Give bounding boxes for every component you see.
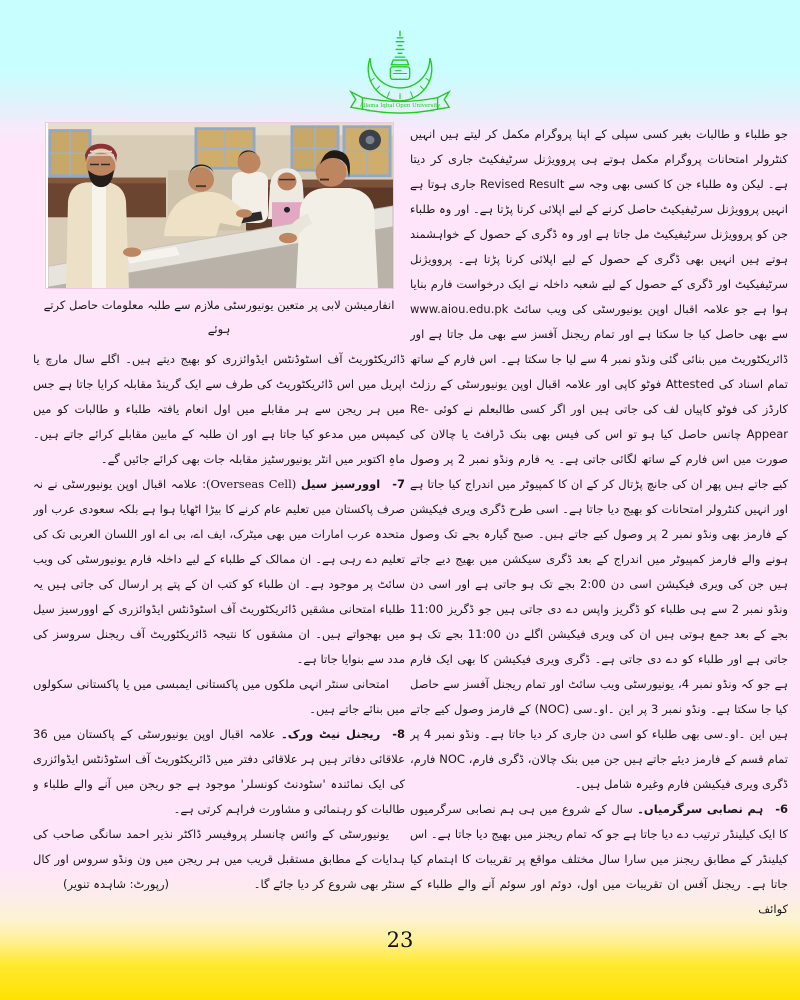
section-6-text: سال کے شروع میں ہی ہم نصابی سرگرمیوں کا ایک کیلینڈر ترتیب دے دیا جاتا ہے جو کہ تمام ریجنز میں بھیج دیا جاتا ہے۔ اس کیلینڈر کے مطابق ریجنز میں سارا سال مختلف مواقع پر تقریبات کا اہتمام کیا جاتا ہے۔ ریجنل آفس ان تقریبات میں اول، دوئم اور سوئم آنے والے طلباء کے کوائف <box>410 802 788 916</box>
aiou-logo <box>347 28 453 124</box>
photo-caption: انفارمیشن لابی پر متعین یونیورسٹی ملازم سے طلبہ معلومات حاصل کرتے ہوئے <box>43 298 395 336</box>
section-8 <box>33 722 405 822</box>
page-number: 23 <box>386 928 414 952</box>
paragraph-vice-chancellor <box>33 822 405 897</box>
paragraph-certificates: جو طلباء و طالبات بغیر کسی سپلی کے اپنا پروگرام مکمل کر لیتے ہیں انہیں کنٹرولر امتحانات پروگرام مکمل ہوتے ہی پروویژنل سرٹیفکیٹ جاری کر دیتا ہے۔ لیکن وہ طلباء جن کا کسی بھی وجہ سے Revised Result جاری ہوتا ہے انہیں پروویژنل سرٹیفیکیٹ حاصل کرنے کے لیے اپلائی کرنا پڑتا ہے۔ اور وہ طلباء جن کو پروویژنل سرٹیفیکیٹ مل جاتا ہے اور وہ ڈگری کے حصول کے خواہشمند ہوتے ہیں انہیں بھی ڈگری کے حصول کے لیے اپلائی کرنا پڑتا ہے۔ پروویژنل سرٹیفیکیٹ اور ڈگری کے حصول کے لیے شعبہ داخلہ نے ایک درخواست فارم بنایا ہوا ہے جو علامہ اقبال اوپن یونیورسٹی کی ویب سائٹ www.aiou.edu.pk سے بھی حاصل کیا جا سکتا ہے اور تمام ریجنل آفسز سے بھی مل جاتا ہے اور ڈائریکٹوریٹ میں بنائی گئی ونڈو نمبر 4 سے لیا جا سکتا ہے۔ اس فارم کے ساتھ تمام اسناد کی Attested فوٹو کاپی اور علامہ اقبال اوپن یونیورسٹی کے رزلٹ کارڈز کی فوٹو کاپیاں لف کی جاتی ہیں اور اگر کسی طالبعلم نے کوئی Re-Appear چانس حاصل کیا ہو تو اس کی فیس بھی بنک ڈرافٹ یا چالان کی صورت میں اس فارم کے ساتھ لگائی جاتی ہے۔ یہ فارم ونڈو نمبر 2 پر وصول کیے جاتے ہیں پھر ان کی جانچ پڑتال کر کے ان کا کمپیوٹر میں اندراج کیا جاتا ہے اور انہیں کنٹرولر امتحانات کو بھیج دیا جاتا ہے۔ اسی طرح ڈگری ویری فیکیشن کے فارمز بھی ونڈو نمبر 2 پر وصول کیے جاتے ہیں۔ صبح گیارہ بجے تک وصول ہونے والے فارمز کمپیوٹر میں اندراج کے بعد ڈگری سیکشن میں بھیج دیے جاتے ہیں جن کی ویری فیکیشن اسی دن 2:00 بجے تک ہو جاتی ہے اور اسی دن ونڈو نمبر 2 سے ہی طلباء کو ڈگریز واپس دے دی جاتی ہیں جو ڈگریز 11:00 بجے کے بعد جمع ہوتی ہیں ان کی ویری فیکیشن اگلے دن 11:00 بجے تک ہو جاتی ہے اور طلباء کو دے دی جاتی ہے۔ ڈگری ویری فیکیشن کا بھی ایک فارم ہے جو کہ ونڈو نمبر 4، یونیورسٹی ویب سائٹ اور تمام ریجنل آفسز سے حاصل کیا جا سکتا ہے۔ ونڈو نمبر 3 پر این ۔او۔سی (NOC) کے فارمز وصول کیے جاتے ہیں این ۔او۔سی بھی طلباء کو اسی دن جاری کر دیا جاتا ہے۔ ونڈو نمبر 4 پر تمام قسم کے فارمز دیئے جاتے ہیں جن میں بنک چالان، ڈگری فارم، NOC فارم، ڈگری ویری فیکیشن فارم وغیرہ شامل ہیں۔ <box>410 127 788 791</box>
paragraph-exam-centers: امتحانی سنٹر انہی ملکوں میں پاکستانی ایمبسی میں یا پاکستانی سکولوں میں بنائے جاتے ہیں۔ <box>33 677 405 716</box>
section-7 <box>33 472 405 672</box>
fan-icon <box>359 130 381 151</box>
aiou-logo-icon <box>347 28 453 120</box>
report-credit: (رپورٹ: شاہدہ تنویر) <box>63 877 170 891</box>
continuation-text: ڈائریکٹوریٹ آف اسٹوڈنٹس ایڈوائزری کو بھیج دیتے ہیں۔ اگلے سال مارچ یا اپریل میں اس ڈائریکٹوریٹ کی طرف سے ایک گرینڈ مقابلہ کرایا جاتا ہے جس میں ہر ریجن سے ہر مقابلے میں اول انعام یافتہ طلباء و طالبات کو میں کیمپس میں مدعو کیا جاتا ہے اور ان طلبہ کے مابین مقابلے کرائے جاتے ہیں۔ ماہِ اکتوبر میں انٹر یونیورسٹیز مقابلہ جات بھی کرائے جائیں گے۔ <box>33 352 405 466</box>
section-8-number: 8- <box>392 727 405 741</box>
section-6-number: 6- <box>775 802 788 816</box>
photo-information-lobby <box>45 122 394 289</box>
paragraph-continuation <box>33 347 405 472</box>
logo-banner-text: Allama Iqbal Open University <box>359 103 441 110</box>
vc-text: یونیورسٹی کے وائس چانسلر پروفیسر ڈاکٹر نذیر احمد سانگی صاحب کی ہدایات کے مطابق مستقبل قریب میں ہر ریجن میں ون ونڈو سروس اور کال سنٹر بھی شروع کر دیا جائے گا۔ <box>33 827 405 891</box>
section-7-text: علامہ اقبال اوپن یونیورسٹی نے نہ صرف پاکستان میں تعلیم عام کرنے کا بیڑا اٹھایا ہوا ہے بلکہ سعودی عرب اور متحدہ عرب امارات میں بھی میٹرک، ایف اے، بی اے اور اللسان العربی تک کی تعلیم دے رہی ہے۔ ان ممالک کے طلباء کے لیے داخلہ فارم یونیورسٹی کی ویب سائٹ پر موجود ہے۔ ان طلباء کو کتب ان کے پتے پر ارسال کی جاتی ہیں یہ طلباء امتحانی مشقیں ڈائریکٹوریٹ آف اسٹوڈنٹس ایڈوائزری کے اوورسیز سیل میں بھجواتے ہیں۔ ان مشقوں کا نتیجہ ڈائریکٹوریٹ آف ریجنل سروسز کی مدد سے بنوایا جاتا ہے۔ <box>33 477 405 666</box>
section-7-heading: اوورسیز سیل <box>300 477 381 491</box>
left-column <box>33 122 405 922</box>
section-7-separator: : <box>202 477 206 491</box>
section-8-text: علامہ اقبال اوپن یونیورسٹی کے پاکستان میں 36 علاقائی دفاتر ہیں ہر علاقائی دفتر میں ڈائریکٹوریٹ آف اسٹوڈنٹس ایڈوائزری کی ایک نمائندہ 'سٹودنٹ کونسلر' موجود ہے جو ریجن میں آنے والے طلباء و طالبات کو رہنمائی و مشاورت فراہم کرتی ہے۔ <box>33 727 405 816</box>
section-6-heading: ہم نصابی سرگرمیاں۔ <box>637 802 764 816</box>
section-6 <box>410 797 788 922</box>
photo-illustration <box>48 123 393 288</box>
section-7-latin-title: (Overseas Cell) <box>205 477 297 491</box>
right-column <box>410 122 788 922</box>
section-8-heading: ریجنل نیٹ ورک۔ <box>280 727 381 741</box>
section-7-number: 7- <box>392 477 405 491</box>
